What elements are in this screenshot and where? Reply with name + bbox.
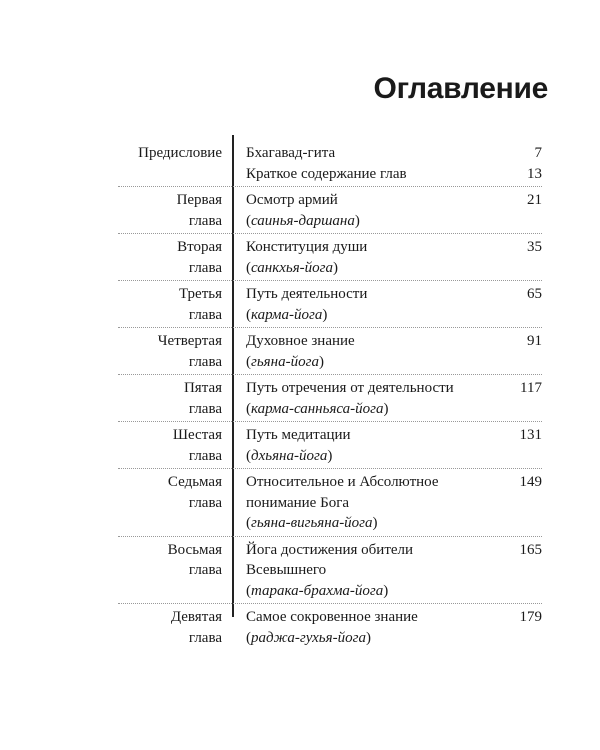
entry-text [246, 331, 492, 372]
toc-entry[interactable] [246, 607, 542, 648]
chapter-label-line: Восьмая [167, 541, 222, 558]
entry-text [246, 284, 492, 325]
entry-title: понимание Бога [246, 494, 350, 511]
chapter-label-line: глава [188, 447, 222, 464]
chapter-label-line: глава [188, 306, 222, 323]
entry-title: Бхагавад-гита [246, 145, 336, 161]
entry-text [246, 190, 492, 231]
entries [246, 540, 542, 602]
page-number: 21 [527, 192, 542, 208]
chapter-label [118, 540, 246, 602]
entry-subtitle-text: саинья-даршана [251, 212, 355, 229]
entry-subtitle: (саинья-даршана) [246, 212, 360, 229]
entry-text [246, 425, 492, 466]
entries [246, 190, 542, 231]
entries [246, 237, 542, 278]
chapter-label [118, 425, 246, 466]
chapter-label-line: Седьмая [167, 474, 222, 490]
toc-row [118, 140, 542, 187]
entry-subtitle-text: санкхья-йога [251, 259, 334, 276]
chapter-label [118, 143, 246, 184]
chapter-label [118, 190, 246, 231]
entries [246, 607, 542, 648]
entry-title: Путь деятельности [246, 286, 368, 302]
entry-title: Путь медитации [246, 427, 351, 443]
entry-subtitle-text: карма-йога [251, 306, 323, 323]
toc-row [118, 328, 542, 375]
toc-entry[interactable] [246, 284, 542, 325]
chapter-label-line: Предисловие [138, 145, 222, 161]
chapter-label-line: глава [188, 629, 222, 646]
entry-text [246, 378, 492, 419]
toc-entry[interactable] [246, 190, 542, 231]
chapter-label-line: глава [188, 562, 222, 578]
entry-subtitle: (карма-йога) [246, 306, 328, 323]
entries [246, 284, 542, 325]
entry-title: Осмотр армий [246, 192, 338, 208]
entry-subtitle: (карма-санньяса-йога) [246, 400, 389, 417]
entry-title: Краткое содержание глав [246, 165, 407, 182]
entry-subtitle: (дхьяна-йога) [246, 447, 333, 464]
toc-entry[interactable] [246, 237, 542, 278]
entry-title: Относительное и Абсолютное [246, 474, 439, 490]
chapter-label [118, 607, 246, 648]
entry-text [246, 237, 492, 278]
entry-title: Духовное знание [246, 333, 355, 349]
entries [246, 378, 542, 419]
entry-subtitle: (гьяна-йога) [246, 353, 324, 370]
chapter-label-line: Девятая [170, 609, 222, 625]
toc-row [118, 422, 542, 469]
toc-row [118, 281, 542, 328]
entry-subtitle-text: дхьяна-йога [251, 447, 328, 464]
chapter-label [118, 378, 246, 419]
page-number: 13 [527, 165, 542, 182]
toc-entry[interactable] [246, 540, 542, 602]
chapter-label [118, 237, 246, 278]
entry-subtitle-text: раджа-гухья-йога [251, 629, 366, 646]
chapter-label-line: глава [188, 259, 222, 276]
entry-subtitle: (гьяна-вигьяна-йога) [246, 515, 378, 531]
toc-entry[interactable] [246, 425, 542, 466]
page-number: 179 [519, 609, 542, 625]
entries [246, 472, 542, 534]
chapter-label-line: Третья [178, 286, 222, 302]
toc-row [118, 604, 542, 650]
page-number: 91 [527, 333, 542, 349]
chapter-label-line: глава [188, 353, 222, 370]
entry-title: Конституция души [246, 239, 368, 255]
entry-text [246, 143, 492, 164]
chapter-label [118, 284, 246, 325]
entry-subtitle-text: карма-санньяса-йога [251, 400, 384, 417]
toc-entry[interactable] [246, 378, 542, 419]
entry-subtitle-text: тарака-брахма-йога [251, 582, 384, 599]
page-title: Оглавление [373, 72, 548, 105]
chapter-label-line: Первая [176, 192, 222, 208]
toc-row [118, 537, 542, 605]
chapter-label-line: глава [188, 212, 222, 229]
page-number: 65 [527, 286, 542, 302]
entry-subtitle: (раджа-гухья-йога) [246, 629, 371, 646]
table-of-contents [118, 140, 542, 650]
chapter-label-line: Пятая [183, 380, 222, 396]
entries [246, 425, 542, 466]
toc-entry[interactable] [246, 472, 542, 534]
toc-entry[interactable] [246, 164, 542, 185]
entry-text [246, 472, 492, 534]
entry-subtitle: (санкхья-йога) [246, 259, 339, 276]
toc-entry[interactable] [246, 143, 542, 164]
entry-text [246, 540, 492, 602]
chapter-label-line: Вторая [177, 239, 222, 255]
page-number: 165 [519, 541, 542, 558]
chapter-label [118, 472, 246, 534]
toc-entry[interactable] [246, 331, 542, 372]
toc-row [118, 375, 542, 422]
entry-title: Йога достижения обители [246, 541, 414, 558]
entry-subtitle-text: гьяна-йога [251, 353, 319, 370]
entry-title: Путь отречения от деятельности [246, 380, 454, 396]
entry-subtitle-text: гьяна-вигьяна-йога [251, 515, 373, 531]
entry-title: Всевышнего [246, 562, 327, 578]
page-number: 7 [534, 145, 542, 161]
entry-title: Самое сокровенное знание [246, 609, 418, 625]
entry-subtitle: (тарака-брахма-йога) [246, 582, 389, 599]
page-number: 131 [519, 427, 542, 443]
toc-row [118, 187, 542, 234]
page-number: 149 [519, 474, 542, 490]
chapter-label-line: Шестая [172, 427, 222, 443]
chapter-label-line: глава [188, 494, 222, 511]
chapter-label-line: Четвертая [157, 333, 222, 349]
page-number: 35 [527, 239, 542, 255]
entries [246, 143, 542, 184]
toc-row [118, 234, 542, 281]
entry-text [246, 607, 492, 648]
entries [246, 331, 542, 372]
chapter-label [118, 331, 246, 372]
entry-text [246, 164, 492, 185]
chapter-label-line: глава [188, 400, 222, 417]
page-number: 117 [520, 380, 542, 396]
toc-row [118, 469, 542, 537]
